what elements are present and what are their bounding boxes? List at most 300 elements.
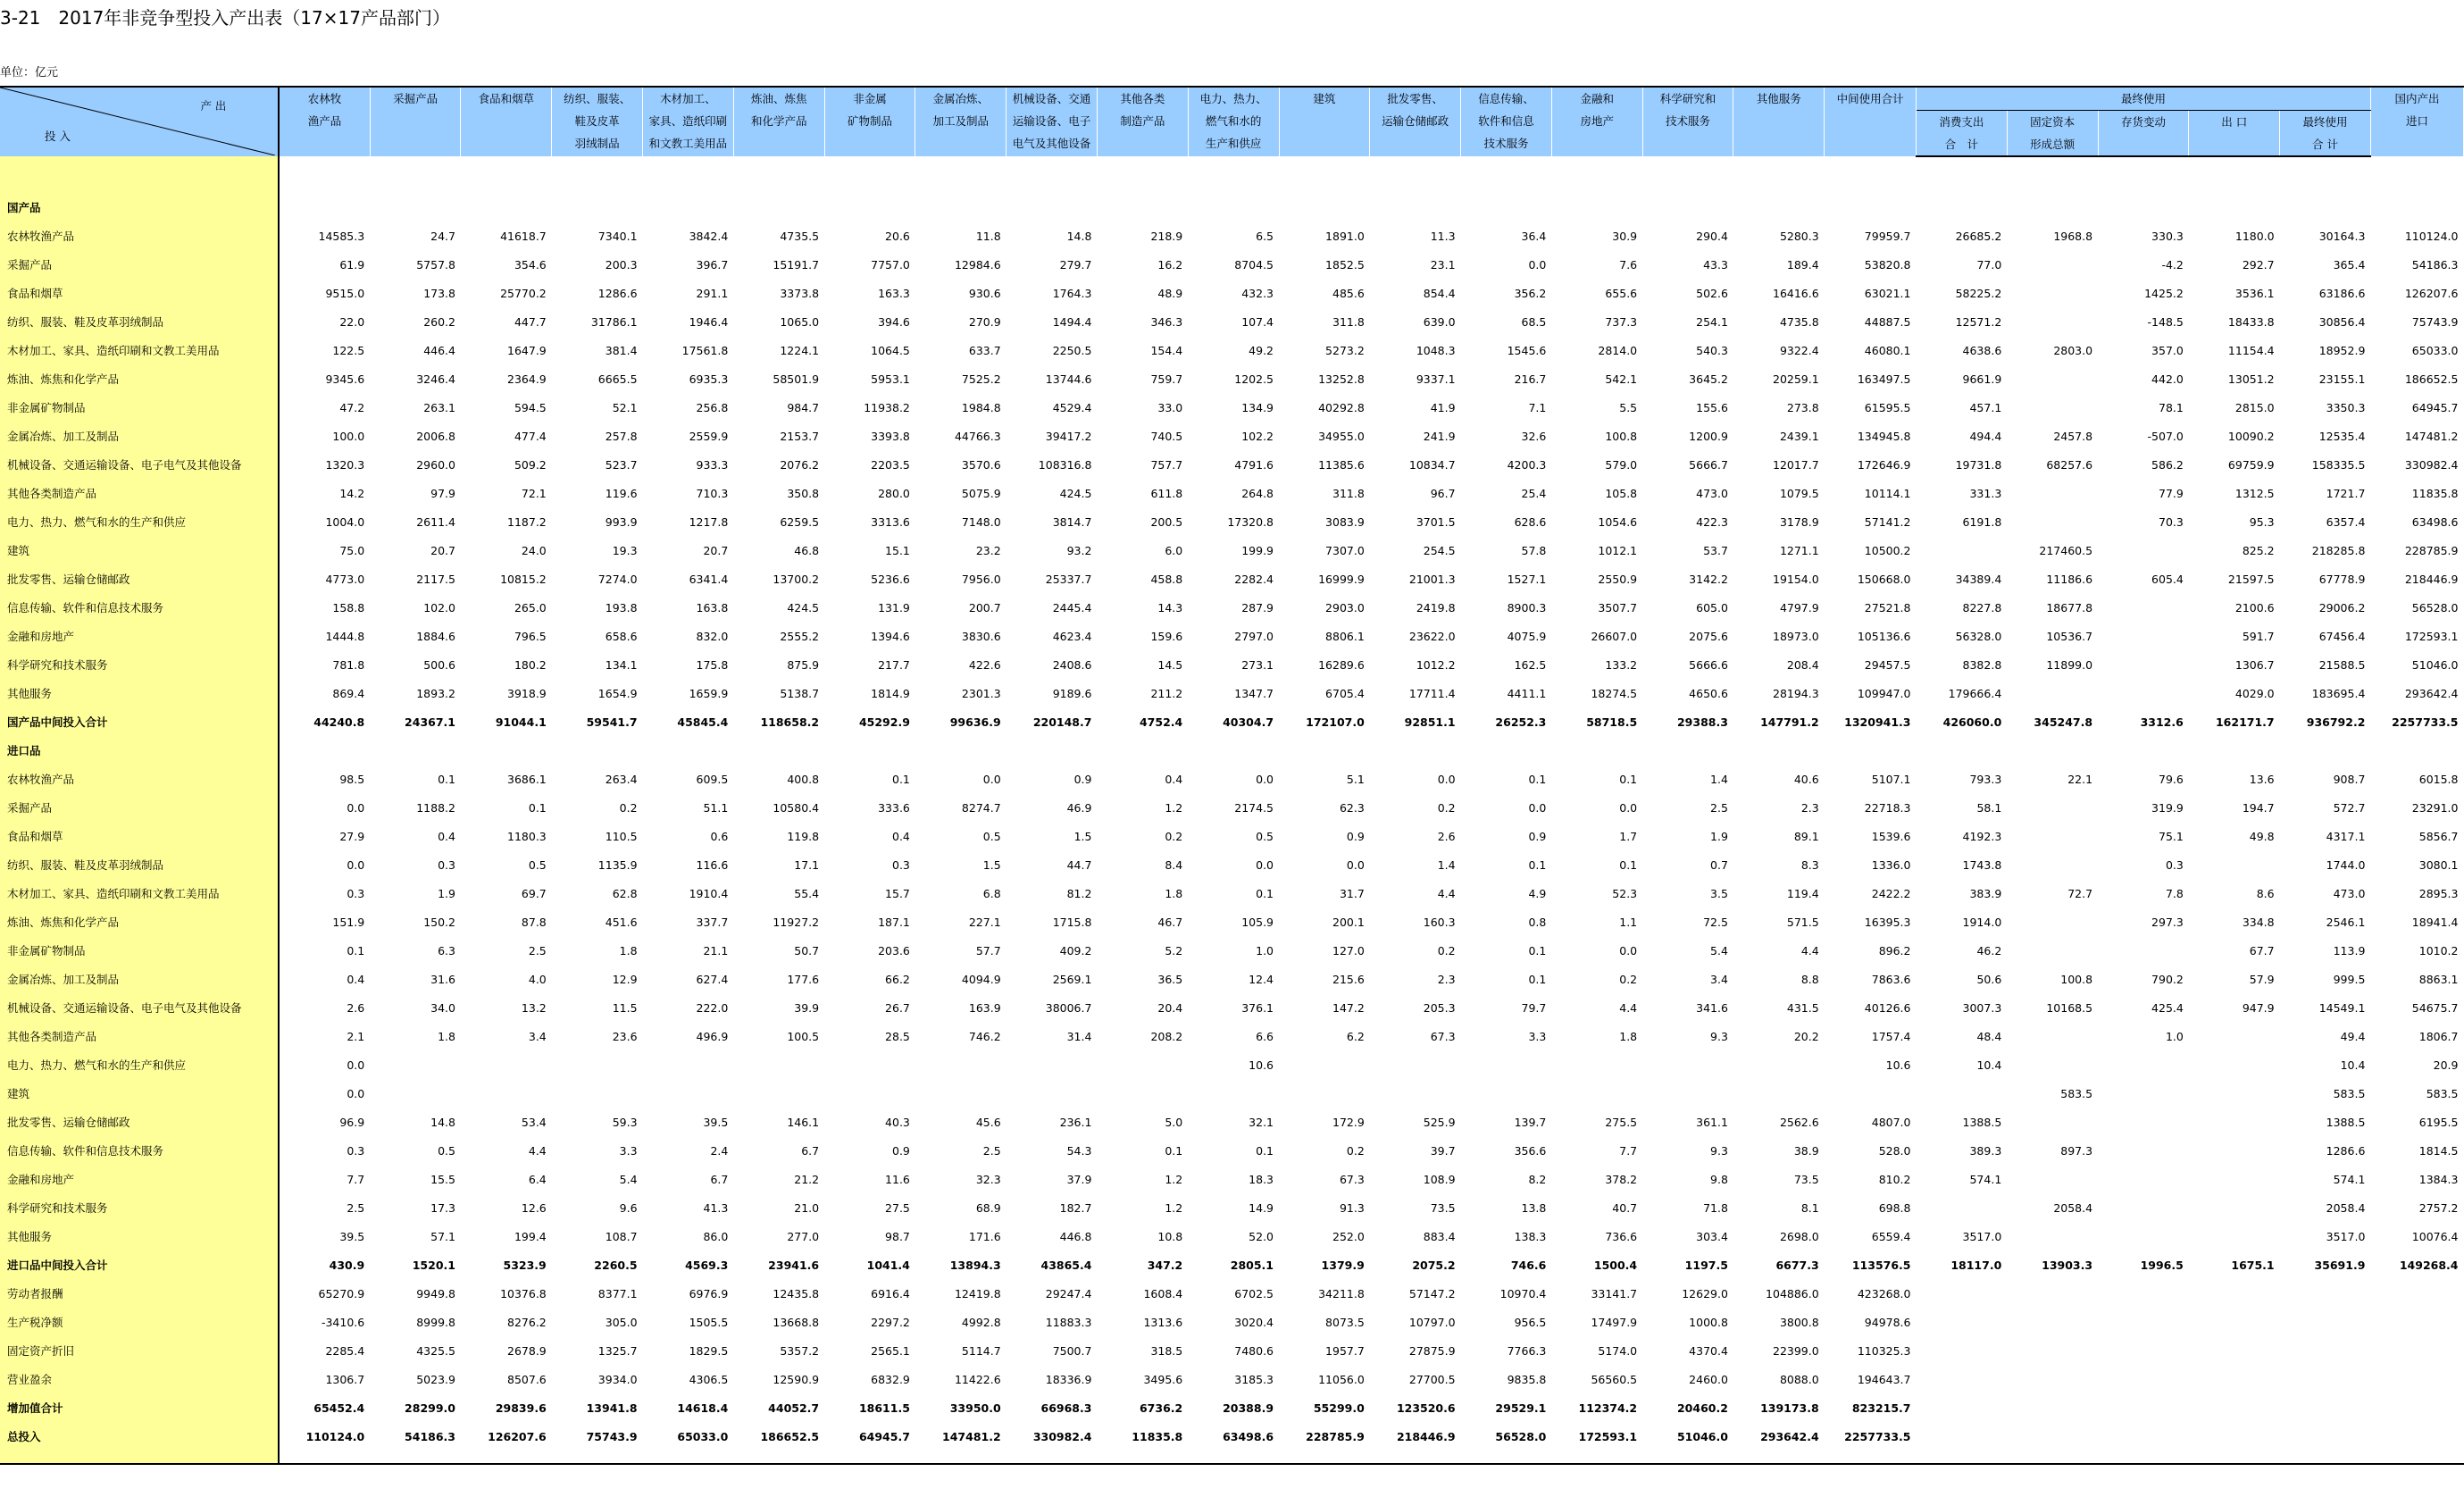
table-cell: 12435.8 bbox=[773, 1286, 820, 1300]
table-cell: 51046.0 bbox=[2411, 657, 2459, 672]
table-cell: 425.4 bbox=[2151, 1000, 2184, 1015]
table-cell: 2815.0 bbox=[2234, 400, 2275, 414]
table-cell: 542.1 bbox=[1605, 372, 1638, 386]
column-header bbox=[552, 87, 643, 156]
row-label: 营业盈余 bbox=[0, 1365, 279, 1393]
table-cell: 7.1 bbox=[1528, 400, 1547, 414]
table-cell: 3142.2 bbox=[1689, 572, 1728, 586]
header-line: 软件和信息 bbox=[1478, 114, 1534, 128]
table-cell: 290.4 bbox=[1696, 229, 1728, 243]
table-cell: 1743.8 bbox=[1962, 857, 2002, 872]
table-row bbox=[0, 422, 2464, 450]
table-cell bbox=[733, 1079, 824, 1108]
table-cell: 254.1 bbox=[1696, 314, 1728, 329]
table-cell: 52.0 bbox=[1249, 1229, 1274, 1243]
table-cell bbox=[1642, 1050, 1733, 1079]
table-cell: 180.2 bbox=[514, 657, 547, 672]
table-cell: 1054.6 bbox=[1598, 514, 1638, 529]
table-cell: 8.1 bbox=[1800, 1200, 1819, 1215]
header-line: 合 计 bbox=[2312, 138, 2338, 151]
table-cell: 104886.0 bbox=[1766, 1286, 1819, 1300]
table-cell: 28299.0 bbox=[405, 1401, 455, 1415]
table-cell: 7.8 bbox=[2165, 886, 2184, 900]
table-cell: 100.8 bbox=[2060, 972, 2093, 986]
table-cell bbox=[1006, 1050, 1098, 1079]
table-cell: 44887.5 bbox=[1864, 314, 1911, 329]
table-cell: 2.5 bbox=[982, 1143, 1001, 1158]
empty-cell bbox=[1551, 1451, 1642, 1464]
table-cell: 1654.9 bbox=[597, 686, 638, 700]
table-cell: 3918.9 bbox=[507, 686, 547, 700]
table-cell: 57.7 bbox=[975, 943, 1001, 958]
table-cell: 27875.9 bbox=[1408, 1343, 1456, 1358]
header-line: 鞋及皮革 bbox=[574, 114, 620, 128]
table-cell: 572.7 bbox=[2333, 800, 2366, 815]
table-cell: 263.4 bbox=[605, 772, 638, 786]
table-cell: 740.5 bbox=[1150, 429, 1183, 443]
table-cell: 35691.9 bbox=[2314, 1258, 2366, 1272]
table-cell: 1.5 bbox=[982, 857, 1001, 872]
table-row bbox=[0, 1022, 2464, 1050]
table-cell bbox=[461, 1079, 552, 1108]
table-cell: 4623.4 bbox=[1052, 629, 1092, 643]
empty-cell bbox=[1006, 1451, 1098, 1464]
table-cell: 1946.4 bbox=[689, 314, 729, 329]
row-label: 金属冶炼、加工及制品 bbox=[0, 965, 279, 993]
table-cell: 303.4 bbox=[1696, 1229, 1728, 1243]
header-line: 金融和 bbox=[1580, 92, 1614, 105]
table-cell: 172.9 bbox=[1332, 1115, 1365, 1129]
table-cell: 56328.0 bbox=[1955, 629, 2002, 643]
table-cell: 396.7 bbox=[696, 257, 729, 272]
table-cell: 254.5 bbox=[1423, 543, 1456, 557]
table-cell: 4029.0 bbox=[2234, 686, 2275, 700]
table-cell bbox=[2189, 1193, 2280, 1222]
table-cell: 57.9 bbox=[2249, 972, 2275, 986]
table-cell: 12017.7 bbox=[1773, 457, 1819, 472]
table-cell: 27521.8 bbox=[1864, 600, 1911, 615]
table-cell: 2058.4 bbox=[2053, 1200, 2093, 1215]
table-cell: 23.2 bbox=[975, 543, 1001, 557]
table-cell: 574.1 bbox=[2333, 1172, 2366, 1186]
table-row bbox=[0, 279, 2464, 307]
table-cell: 40304.7 bbox=[1223, 715, 1274, 729]
table-row bbox=[0, 1079, 2464, 1108]
table-cell: 5.4 bbox=[619, 1172, 638, 1186]
table-cell: 50.7 bbox=[794, 943, 820, 958]
header-line: 和化学产品 bbox=[750, 114, 807, 128]
table-cell: 1.2 bbox=[1165, 1172, 1183, 1186]
column-header bbox=[1825, 87, 1917, 156]
table-cell: 1271.1 bbox=[1779, 543, 1819, 557]
table-cell: 38.9 bbox=[1793, 1143, 1819, 1158]
table-cell: 8377.1 bbox=[597, 1286, 638, 1300]
table-cell: 45845.4 bbox=[677, 715, 729, 729]
table-cell: 2408.6 bbox=[1052, 657, 1092, 672]
table-cell: 8.3 bbox=[1800, 857, 1819, 872]
table-cell: 58718.5 bbox=[1586, 715, 1638, 729]
empty-cell bbox=[2007, 1451, 2098, 1464]
table-cell: 11.6 bbox=[885, 1172, 910, 1186]
table-cell: 1065.0 bbox=[780, 314, 820, 329]
empty-cell bbox=[824, 1451, 915, 1464]
table-cell: 78.1 bbox=[2159, 400, 2184, 414]
table-cell: 0.0 bbox=[347, 1058, 365, 1072]
table-cell: 95.3 bbox=[2249, 514, 2275, 529]
table-cell: 3686.1 bbox=[507, 772, 547, 786]
table-cell: 32.3 bbox=[975, 1172, 1001, 1186]
table-cell: 8274.7 bbox=[961, 800, 1001, 815]
header-line: 形成总额 bbox=[2030, 138, 2076, 151]
empty-cell bbox=[2280, 193, 2371, 222]
table-cell: 7.7 bbox=[347, 1172, 365, 1186]
table-cell: 21.0 bbox=[794, 1200, 820, 1215]
table-cell: 105136.6 bbox=[1857, 629, 1911, 643]
table-cell: 31786.1 bbox=[590, 314, 638, 329]
table-cell bbox=[1642, 1079, 1733, 1108]
table-cell: 8276.2 bbox=[507, 1315, 547, 1329]
table-cell: 20.2 bbox=[1793, 1029, 1819, 1043]
table-cell: 446.8 bbox=[1059, 1229, 1092, 1243]
table-cell: 33141.7 bbox=[1591, 1286, 1638, 1300]
table-cell: 1.8 bbox=[619, 943, 638, 958]
table-cell: 13.2 bbox=[521, 1000, 547, 1015]
table-cell: 12419.8 bbox=[954, 1286, 1001, 1300]
table-cell: 1180.0 bbox=[2234, 229, 2275, 243]
table-cell: 218446.9 bbox=[1396, 1429, 1456, 1443]
table-cell: 9345.6 bbox=[325, 372, 365, 386]
column-header bbox=[1370, 87, 1461, 156]
table-cell: 8704.5 bbox=[1234, 257, 1274, 272]
empty-cell bbox=[733, 193, 824, 222]
table-cell: 2562.6 bbox=[1779, 1115, 1819, 1129]
table-cell: 1217.8 bbox=[689, 514, 729, 529]
empty-cell bbox=[1551, 156, 1642, 193]
table-cell: 10168.5 bbox=[2046, 1000, 2093, 1015]
table-cell bbox=[2189, 1050, 2280, 1079]
table-cell: 65033.0 bbox=[677, 1429, 729, 1443]
empty-cell bbox=[2007, 193, 2098, 222]
table-cell: 330982.4 bbox=[2404, 457, 2459, 472]
table-cell bbox=[1461, 1079, 1552, 1108]
table-cell: 4411.1 bbox=[1507, 686, 1547, 700]
table-cell: 119.8 bbox=[787, 829, 820, 843]
table-cell: 0.9 bbox=[892, 1143, 910, 1158]
empty-cell bbox=[552, 736, 643, 765]
table-cell: 1313.6 bbox=[1143, 1315, 1183, 1329]
table-cell: 297.3 bbox=[2151, 915, 2184, 929]
header-line: 和文教工美用品 bbox=[648, 137, 728, 150]
table-cell: 20460.2 bbox=[1676, 1401, 1728, 1415]
table-cell bbox=[2007, 1336, 2098, 1365]
table-cell: 29247.4 bbox=[1045, 1286, 1092, 1300]
table-cell: 1829.5 bbox=[689, 1343, 729, 1358]
table-cell: 605.0 bbox=[1696, 600, 1728, 615]
table-cell: 311.8 bbox=[1332, 314, 1365, 329]
row-label: 科学研究和技术服务 bbox=[0, 1193, 279, 1222]
table-cell bbox=[2280, 1365, 2371, 1393]
table-cell: 1914.0 bbox=[1962, 915, 2002, 929]
table-cell: 6.6 bbox=[1256, 1029, 1274, 1043]
table-cell: 330.3 bbox=[2151, 229, 2184, 243]
table-cell: 442.0 bbox=[2151, 372, 2184, 386]
table-cell: 0.3 bbox=[892, 857, 910, 872]
table-cell bbox=[2098, 1050, 2189, 1079]
table-cell: 49.4 bbox=[2340, 1029, 2366, 1043]
table-cell: 46080.1 bbox=[1864, 343, 1911, 357]
table-cell: 1996.5 bbox=[2140, 1258, 2184, 1272]
table-cell: 138.3 bbox=[1514, 1229, 1547, 1243]
table-cell: 11883.3 bbox=[1045, 1315, 1092, 1329]
table-cell: 92851.1 bbox=[1404, 715, 1456, 729]
table-cell: 25770.2 bbox=[500, 286, 547, 300]
empty-cell bbox=[1917, 1451, 2008, 1464]
table-cell: 63186.6 bbox=[2318, 286, 2366, 300]
table-cell: 3934.0 bbox=[597, 1372, 638, 1386]
table-cell: 10.8 bbox=[1157, 1229, 1183, 1243]
table-row bbox=[0, 622, 2464, 650]
table-cell: 1320941.3 bbox=[1844, 715, 1911, 729]
table-cell: 2550.9 bbox=[1598, 572, 1638, 586]
table-cell: 277.0 bbox=[787, 1229, 820, 1243]
empty-cell bbox=[1370, 736, 1461, 765]
table-cell: 0.5 bbox=[528, 857, 547, 872]
table-cell: 52.3 bbox=[1612, 886, 1638, 900]
empty-cell bbox=[1279, 156, 1370, 193]
table-cell: 3701.5 bbox=[1416, 514, 1456, 529]
table-cell: 98.7 bbox=[885, 1229, 910, 1243]
table-cell: 908.7 bbox=[2333, 772, 2366, 786]
table-cell: 38006.7 bbox=[1045, 1000, 1092, 1015]
table-row bbox=[0, 1308, 2464, 1336]
table-cell: 44766.3 bbox=[954, 429, 1001, 443]
table-cell: 27.5 bbox=[885, 1200, 910, 1215]
table-cell: 5023.9 bbox=[416, 1372, 455, 1386]
table-cell: 9337.1 bbox=[1416, 372, 1456, 386]
table-cell: 422.6 bbox=[968, 657, 1001, 672]
table-cell: 1180.3 bbox=[507, 829, 547, 843]
table-row bbox=[0, 1393, 2464, 1422]
table-cell: 2260.5 bbox=[594, 1258, 638, 1272]
table-cell: 23291.0 bbox=[2411, 800, 2459, 815]
table-cell: 275.5 bbox=[1605, 1115, 1638, 1129]
row-label: 非金属矿物制品 bbox=[0, 393, 279, 422]
table-cell: 8227.8 bbox=[1962, 600, 2002, 615]
empty-cell bbox=[1097, 736, 1188, 765]
empty-cell bbox=[2189, 156, 2280, 193]
table-cell: 13903.3 bbox=[2042, 1258, 2093, 1272]
table-cell bbox=[461, 1050, 552, 1079]
table-cell: 54186.3 bbox=[405, 1429, 455, 1443]
empty-cell bbox=[1733, 736, 1825, 765]
table-cell: 6.8 bbox=[982, 886, 1001, 900]
table-cell: 0.1 bbox=[1528, 857, 1547, 872]
table-cell bbox=[1917, 1336, 2008, 1365]
section-header-row bbox=[0, 193, 2464, 222]
empty-cell bbox=[1825, 193, 1917, 222]
table-cell: 263.1 bbox=[423, 400, 455, 414]
table-cell: 199.4 bbox=[514, 1229, 547, 1243]
table-cell: 264.8 bbox=[1241, 486, 1274, 500]
table-cell: 400.8 bbox=[787, 772, 820, 786]
header-line: 木材加工、 bbox=[660, 92, 716, 105]
table-cell: 66.2 bbox=[885, 972, 910, 986]
table-cell: 825.2 bbox=[2242, 543, 2275, 557]
table-cell: 1757.4 bbox=[1871, 1029, 1911, 1043]
table-cell: 32.1 bbox=[1249, 1115, 1274, 1129]
table-cell: 5.0 bbox=[1165, 1115, 1183, 1129]
table-cell: 2058.4 bbox=[2326, 1200, 2366, 1215]
table-cell bbox=[2098, 1279, 2189, 1308]
row-label: 增加值合计 bbox=[0, 1393, 279, 1422]
table-cell bbox=[2098, 1336, 2189, 1365]
table-cell: 31.6 bbox=[430, 972, 455, 986]
table-cell: 1336.0 bbox=[1871, 857, 1911, 872]
table-cell: 6357.4 bbox=[2326, 514, 2366, 529]
table-cell: 5357.2 bbox=[780, 1343, 820, 1358]
header-line: 最终使用 bbox=[2302, 115, 2348, 129]
table-cell: 1379.9 bbox=[1321, 1258, 1365, 1272]
table-cell: 10076.4 bbox=[2411, 1229, 2459, 1243]
table-cell: 594.5 bbox=[514, 400, 547, 414]
header-line: 批发零售、 bbox=[1387, 92, 1443, 105]
table-cell: 79959.7 bbox=[1864, 229, 1911, 243]
table-cell: 189.4 bbox=[1786, 257, 1819, 272]
row-label: 批发零售、运输仓储邮政 bbox=[0, 565, 279, 593]
empty-cell bbox=[1825, 156, 1917, 193]
table-cell: 2153.7 bbox=[780, 429, 820, 443]
table-cell: 999.5 bbox=[2333, 972, 2366, 986]
table-cell: 186652.5 bbox=[2404, 372, 2459, 386]
table-row bbox=[0, 993, 2464, 1022]
table-cell: 81.2 bbox=[1066, 886, 1092, 900]
corner-diagonal bbox=[0, 88, 277, 155]
row-label: 纺织、服装、鞋及皮革羽绒制品 bbox=[0, 850, 279, 879]
empty-cell bbox=[643, 193, 734, 222]
row-label: 电力、热力、燃气和水的生产和供应 bbox=[0, 1050, 279, 1079]
empty-cell bbox=[2007, 156, 2098, 193]
row-label: 其他服务 bbox=[0, 1222, 279, 1250]
table-cell: 0.4 bbox=[1165, 772, 1183, 786]
table-cell: 9949.8 bbox=[416, 1286, 455, 1300]
table-cell: 2.3 bbox=[1437, 972, 1456, 986]
table-cell: 54.3 bbox=[1066, 1143, 1092, 1158]
table-cell: 20.9 bbox=[2433, 1058, 2459, 1072]
table-cell: 1.4 bbox=[1437, 857, 1456, 872]
header-line: 房地产 bbox=[1580, 114, 1614, 128]
table-cell: 5174.0 bbox=[1598, 1343, 1638, 1358]
table-cell: 5953.1 bbox=[871, 372, 910, 386]
table-cell: 334.8 bbox=[2242, 915, 2275, 929]
table-cell: 341.6 bbox=[1696, 1000, 1728, 1015]
table-cell: 6665.5 bbox=[597, 372, 638, 386]
header-line: 食品和烟草 bbox=[478, 92, 535, 105]
empty-cell bbox=[643, 736, 734, 765]
table-cell: 4735.8 bbox=[1779, 314, 1819, 329]
table-cell: 759.7 bbox=[1150, 372, 1183, 386]
table-cell: 2006.8 bbox=[416, 429, 455, 443]
table-cell: 34211.8 bbox=[1318, 1286, 1365, 1300]
table-cell: 10114.1 bbox=[1864, 486, 1911, 500]
table-cell: 1079.5 bbox=[1779, 486, 1819, 500]
table-cell: 3830.6 bbox=[961, 629, 1001, 643]
table-cell: 11835.8 bbox=[1132, 1429, 1183, 1443]
header-line: 科学研究和 bbox=[1659, 92, 1716, 105]
table-cell: 67.3 bbox=[1339, 1172, 1365, 1186]
table-cell: 18433.8 bbox=[2227, 314, 2275, 329]
table-cell: 23941.6 bbox=[768, 1258, 820, 1272]
row-label: 建筑 bbox=[0, 536, 279, 565]
table-cell: 25.4 bbox=[1521, 486, 1547, 500]
table-cell: 2565.1 bbox=[871, 1343, 910, 1358]
table-cell: 5.5 bbox=[1619, 400, 1638, 414]
empty-cell bbox=[1006, 156, 1098, 193]
empty-cell bbox=[1370, 156, 1461, 193]
table-cell: 500.6 bbox=[423, 657, 455, 672]
table-cell: 19154.0 bbox=[1773, 572, 1819, 586]
table-cell: 179666.4 bbox=[1948, 686, 2002, 700]
table-cell: 8.2 bbox=[1528, 1172, 1547, 1186]
table-cell: 0.3 bbox=[347, 886, 365, 900]
table-cell bbox=[2098, 1136, 2189, 1165]
table-cell: 1010.2 bbox=[2418, 943, 2459, 958]
table-cell: 8507.6 bbox=[507, 1372, 547, 1386]
empty-cell bbox=[824, 156, 915, 193]
table-cell: 1312.5 bbox=[2234, 486, 2275, 500]
table-cell: 20.7 bbox=[430, 543, 455, 557]
table-cell: 13051.2 bbox=[2227, 372, 2275, 386]
table-cell: 17320.8 bbox=[1227, 514, 1274, 529]
table-cell: 14.8 bbox=[1066, 229, 1092, 243]
table-cell: 22.1 bbox=[2067, 772, 2093, 786]
table-cell: 252.0 bbox=[1332, 1229, 1365, 1243]
table-cell: 7274.0 bbox=[597, 572, 638, 586]
table-cell: 14.9 bbox=[1249, 1200, 1274, 1215]
table-cell: 7956.0 bbox=[961, 572, 1001, 586]
table-cell: 1.8 bbox=[1165, 886, 1183, 900]
table-cell bbox=[552, 1050, 643, 1079]
table-cell: 0.0 bbox=[1346, 857, 1365, 872]
empty-cell bbox=[2370, 1451, 2463, 1464]
table-cell: 67778.9 bbox=[2318, 572, 2366, 586]
table-cell: 4569.3 bbox=[685, 1258, 729, 1272]
table-cell: 655.6 bbox=[1605, 286, 1638, 300]
table-cell: 5280.3 bbox=[1779, 229, 1819, 243]
table-cell: 746.6 bbox=[1510, 1258, 1547, 1272]
table-cell: 58225.2 bbox=[1955, 286, 2002, 300]
table-cell: 11056.0 bbox=[1318, 1372, 1365, 1386]
table-cell: 62.3 bbox=[1339, 800, 1365, 815]
table-cell bbox=[1917, 1308, 2008, 1336]
empty-cell bbox=[2007, 736, 2098, 765]
table-cell: 1.1 bbox=[1619, 915, 1638, 929]
table-cell bbox=[2098, 536, 2189, 565]
final-use-column-header bbox=[2280, 111, 2371, 157]
table-cell: 2203.5 bbox=[871, 457, 910, 472]
empty-cell bbox=[2098, 193, 2189, 222]
table-cell: 72.7 bbox=[2067, 886, 2093, 900]
table-cell: 1064.5 bbox=[871, 343, 910, 357]
column-header bbox=[1551, 87, 1642, 156]
table-cell: 11.8 bbox=[975, 229, 1001, 243]
table-cell: 361.1 bbox=[1696, 1115, 1728, 1129]
table-cell bbox=[2189, 1222, 2280, 1250]
table-cell: 127.0 bbox=[1332, 943, 1365, 958]
table-cell: 75743.9 bbox=[2411, 314, 2459, 329]
row-label: 食品和烟草 bbox=[0, 279, 279, 307]
table-cell: 381.4 bbox=[605, 343, 638, 357]
table-cell bbox=[2007, 850, 2098, 879]
